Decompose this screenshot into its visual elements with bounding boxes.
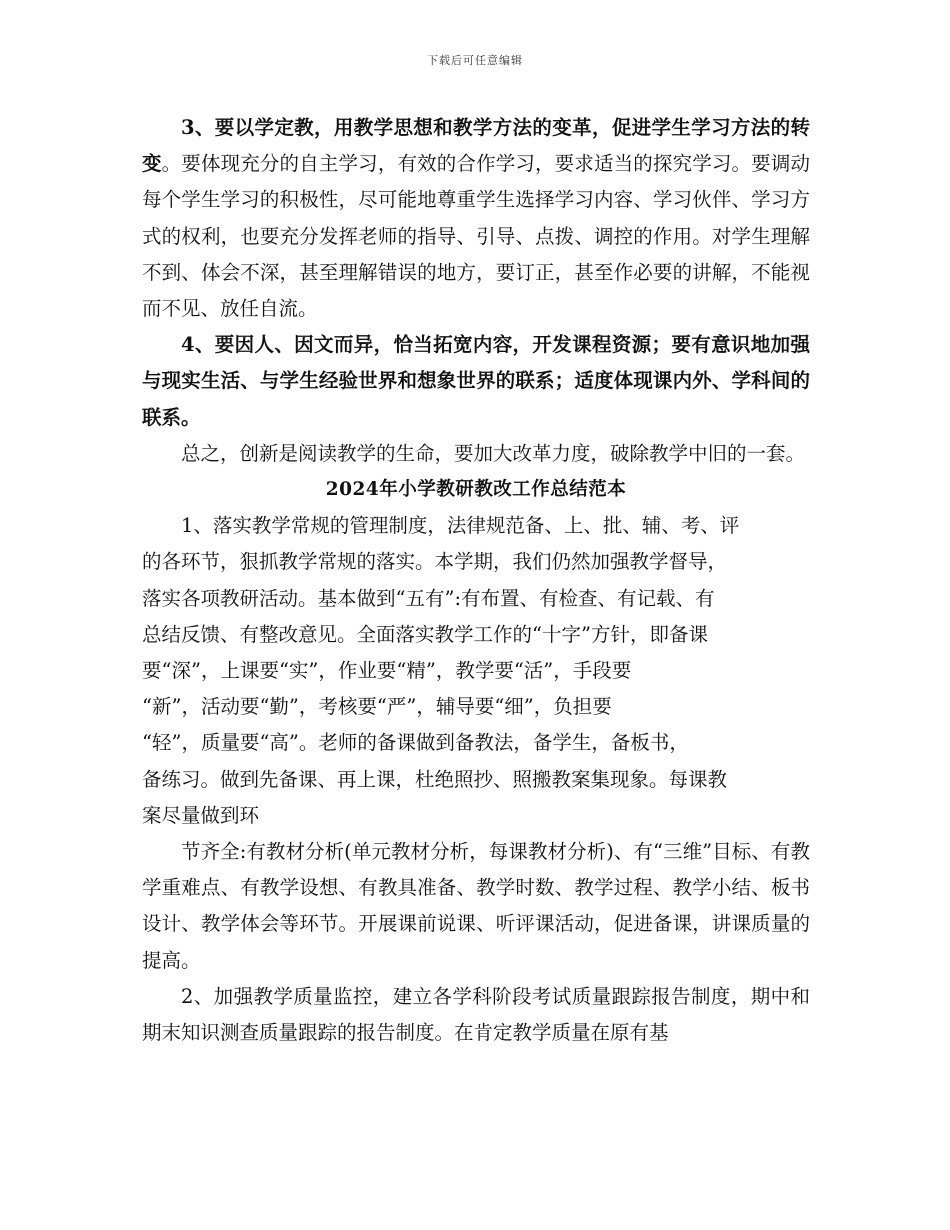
paragraph-1-line: 要“深”，上课要“实”，作业要“精”，教学要“活”，手段要 <box>142 659 632 683</box>
item-3-body: 。要体现充分的自主学习，有效的合作学习，要求适当的探究学习。要调动每个学生学习的积极性，尽可能地尊重学生选择学习内容、学习伙伴、学习方式的权利，也要充分发挥老师的指导、引导、点拨、调控的作用。对学生理解不到、体会不深，甚至理解错误的地方，要订正，甚至作必要的讲解，不能视而不见、放任自流。 <box>142 152 810 321</box>
paragraph-1-line: “轻”，质量要“高”。老师的备课做到备教法，备学生，备板书， <box>142 731 689 755</box>
paragraph-item-4: 4、要因人、因文而异，恰当拓宽内容，开发课程资源；要有意识地加强与现实生活、与学生经验世界和想象世界的联系；适度体现课内外、学科间的联系。 <box>142 333 810 429</box>
paragraph-1-line: 落实各项教研活动。基本做到“五有”:有布置、有检查、有记载、有 <box>142 586 715 610</box>
paragraph-1 <box>142 508 810 834</box>
paragraph-1-line: 案尽量做到环 <box>142 803 260 827</box>
paragraph-conclusion: 总之，创新是阅读教学的生命，要加大改革力度，破除教学中旧的一套。 <box>181 441 806 465</box>
item-3-bold-lead: 3、要以学定教，用教学思想和教学方法的变革，促进学生学习方法的转变 <box>142 116 810 176</box>
paragraph-2: 节齐全:有教材分析(单元教材分析，每课教材分析)、有“三维”目标、有教学重难点、有教学设想、有教具准备、教学时数、教学过程、教学小结、板书设计、教学体会等环节。开展课前说课、听评课活动，促进备课，讲课质量的提高。 <box>142 840 810 972</box>
paragraph-1-line: 1、落实教学常规的管理制度，法律规范备、上、批、辅、考、评 <box>181 514 740 538</box>
paragraph-1-line: 备练习。做到先备课、再上课，杜绝照抄、照搬教案集现象。每课教 <box>142 767 728 791</box>
paragraph-item-3 <box>142 110 810 327</box>
page-header-note: 下载后可任意编辑 <box>427 54 523 67</box>
paragraph-3: 2、加强教学质量监控，建立各学科阶段考试质量跟踪报告制度，期中和期末知识测查质量跟踪的报告制度。在肯定教学质量在原有基 <box>142 984 810 1045</box>
document-body <box>142 110 810 1051</box>
paragraph-1-line: 的各环节，狠抓教学常规的落实。本学期，我们仍然加强教学督导， <box>142 550 728 574</box>
paragraph-1-line: “新”，活动要“勤”，考核要“严”，辅导要“细”，负担要 <box>142 695 612 719</box>
paragraph-1-line: 总结反馈、有整改意见。全面落实教学工作的“十字”方针，即备课 <box>142 622 708 646</box>
section-title: 2024年小学教研教改工作总结范本 <box>325 479 627 501</box>
